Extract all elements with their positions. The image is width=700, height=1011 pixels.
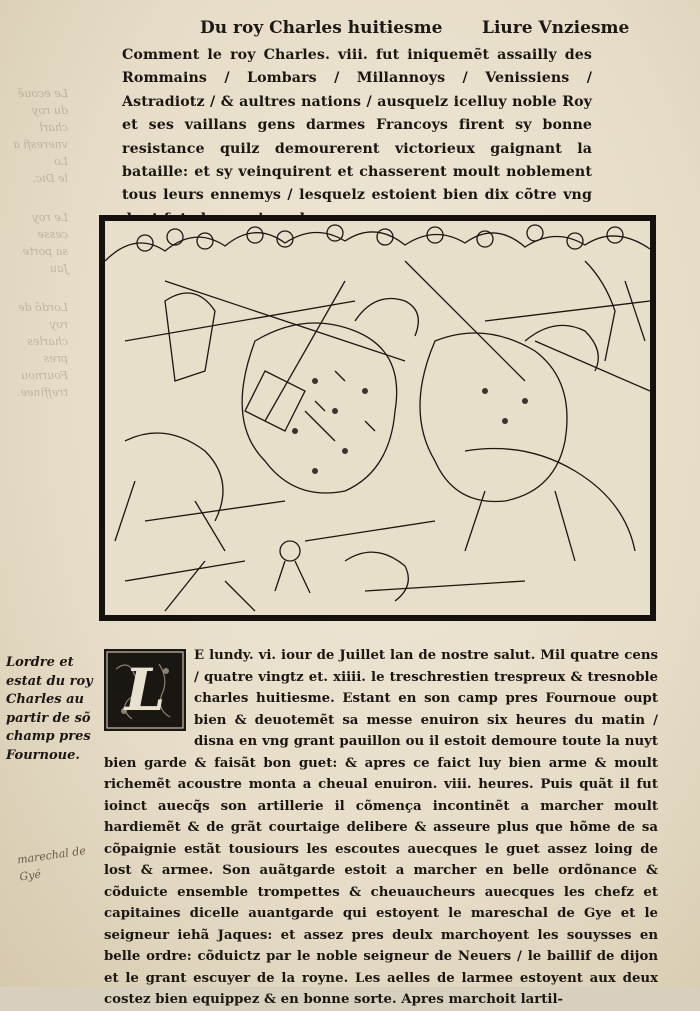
margin-note: Lordre et estat du roy Charles au partir de sõ champ pres Fournoue. <box>6 655 93 763</box>
running-head <box>0 14 700 40</box>
running-head-title: Du roy Charles huitiesme <box>200 18 443 38</box>
woodcut-battle-scene-icon <box>105 221 650 615</box>
body-paragraph <box>104 645 658 1011</box>
running-head-book: Liure Vnziesme <box>482 18 630 38</box>
decorated-initial <box>104 649 186 731</box>
chapter-heading: Comment le roy Charles. viii. fut iniquemẽt assailly des Rommains / Lombars / Millannoys / Venissiens / Astradiotz / & aultres nations / ausquelz icelluy noble Roy et ses vaillans gens darmes Francoys firent sy bonne resistance quilz demourerent victorieux gaignant la bataille: et sy veinquirent et chasserent moult noblement tous leurs ennemys / lesquelz estoient bien dix cõtre vng <box>122 47 592 204</box>
initial-letter: L <box>124 656 166 724</box>
handwritten-annotation: marechal de Gyé <box>16 844 87 884</box>
woodcut-battle-illustration <box>99 215 656 621</box>
body-text: E lundy. vi. iour de Juillet lan de nostre salut. Mil quatre cens / quatre vingtz et. xiiii. le treschrestien trespreux & tresnoble charles huitiesme. Estant en son camp pres Fournoue oupt bien & deuotemẽt sa messe enuiron six heures du matin / disna en vng grant pauillon ou il estoit demoure toute la nuyt bien garde & faisãt bon guet: & apres ce faict luy bien arme & moult richemẽt acoustre monta a cheual enuiron. viii. heures. Puis quãt il fut ioinct auecq̃s son artillerie il cõmença incontinẽt a marcher moult hardiemẽt & de grãt courtaige delibere & asseure plus que hõme de sa cõpaignie estãt tousiours les escoutes auecques le guet assez loing de lost & armee. Son auãtgarde estoit a marcher en belle ordõnance & cõduicte ensemble trompettes & cheuaucheurs auecques les chefz et capitaines dicelle auantgarde qui estoyent le mareschal de Gye et le seigneur iehã Jaques: et assez pres deulx marchoyent les souysses en belle ordre: cõduictz par le noble seigneur de Neuers / le baillif de dijon et le grant escuyer de la royne. Les aelles de larmee estoyent aux deux costez bien equippez & en bonne sorte. Apres marchoit lartil- <box>104 648 658 1007</box>
bleed-through-text: Le ecouẽ du roy charl vneresfi a Lo le Dic. Le roy cesse sa porte Jau Lordõ de roy charles pres Fournou treffinee. <box>13 87 68 399</box>
